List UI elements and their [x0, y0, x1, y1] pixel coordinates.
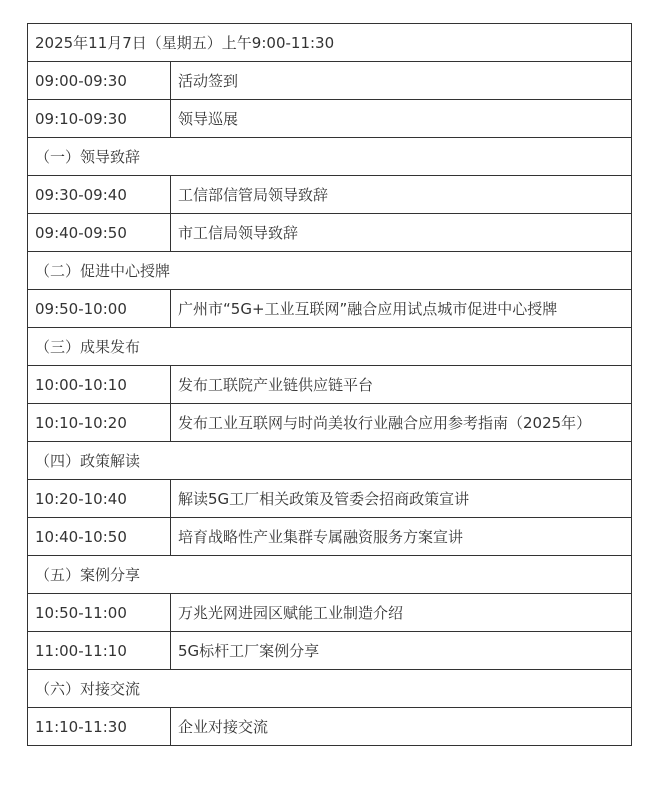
- section-title: （一）领导致辞: [28, 138, 632, 176]
- section-row: [28, 442, 632, 480]
- agenda-item-row: [28, 290, 632, 328]
- section-row: [28, 138, 632, 176]
- time-slot: 11:10-11:30: [28, 708, 171, 746]
- agenda-item: 解读5G工厂相关政策及管委会招商政策宣讲: [171, 480, 632, 518]
- agenda-item: 活动签到: [171, 62, 632, 100]
- time-slot: 09:50-10:00: [28, 290, 171, 328]
- agenda-item: 企业对接交流: [171, 708, 632, 746]
- agenda-header-row: [28, 24, 632, 62]
- agenda-item: 发布工业互联网与时尚美妆行业融合应用参考指南（2025年）: [171, 404, 632, 442]
- time-slot: 09:30-09:40: [28, 176, 171, 214]
- agenda-item-row: [28, 366, 632, 404]
- agenda-item: 领导巡展: [171, 100, 632, 138]
- agenda-item: 工信部信管局领导致辞: [171, 176, 632, 214]
- agenda-item: 培育战略性产业集群专属融资服务方案宣讲: [171, 518, 632, 556]
- agenda-item: 市工信局领导致辞: [171, 214, 632, 252]
- agenda-item: 广州市“5G+工业互联网”融合应用试点城市促进中心授牌: [171, 290, 632, 328]
- agenda-item-row: [28, 404, 632, 442]
- time-slot: 10:10-10:20: [28, 404, 171, 442]
- time-slot: 10:40-10:50: [28, 518, 171, 556]
- agenda-item-row: [28, 708, 632, 746]
- agenda-header: 2025年11月7日（星期五）上午9:00-11:30: [28, 24, 632, 62]
- section-row: [28, 252, 632, 290]
- time-slot: 10:00-10:10: [28, 366, 171, 404]
- section-title: （二）促进中心授牌: [28, 252, 632, 290]
- agenda-item-row: [28, 632, 632, 670]
- section-row: [28, 556, 632, 594]
- agenda-item-row: [28, 518, 632, 556]
- agenda-item: 发布工联院产业链供应链平台: [171, 366, 632, 404]
- agenda-item-row: [28, 62, 632, 100]
- agenda-item-row: [28, 100, 632, 138]
- section-title: （六）对接交流: [28, 670, 632, 708]
- time-slot: 09:00-09:30: [28, 62, 171, 100]
- agenda-item: 5G标杆工厂案例分享: [171, 632, 632, 670]
- time-slot: 09:40-09:50: [28, 214, 171, 252]
- agenda-item-row: [28, 480, 632, 518]
- section-row: [28, 670, 632, 708]
- time-slot: 11:00-11:10: [28, 632, 171, 670]
- agenda-item-row: [28, 176, 632, 214]
- agenda-body: [28, 24, 632, 746]
- agenda-item-row: [28, 594, 632, 632]
- time-slot: 09:10-09:30: [28, 100, 171, 138]
- agenda-item-row: [28, 214, 632, 252]
- agenda-table: [27, 23, 632, 746]
- section-row: [28, 328, 632, 366]
- time-slot: 10:50-11:00: [28, 594, 171, 632]
- time-slot: 10:20-10:40: [28, 480, 171, 518]
- section-title: （五）案例分享: [28, 556, 632, 594]
- section-title: （四）政策解读: [28, 442, 632, 480]
- agenda-item: 万兆光网进园区赋能工业制造介绍: [171, 594, 632, 632]
- section-title: （三）成果发布: [28, 328, 632, 366]
